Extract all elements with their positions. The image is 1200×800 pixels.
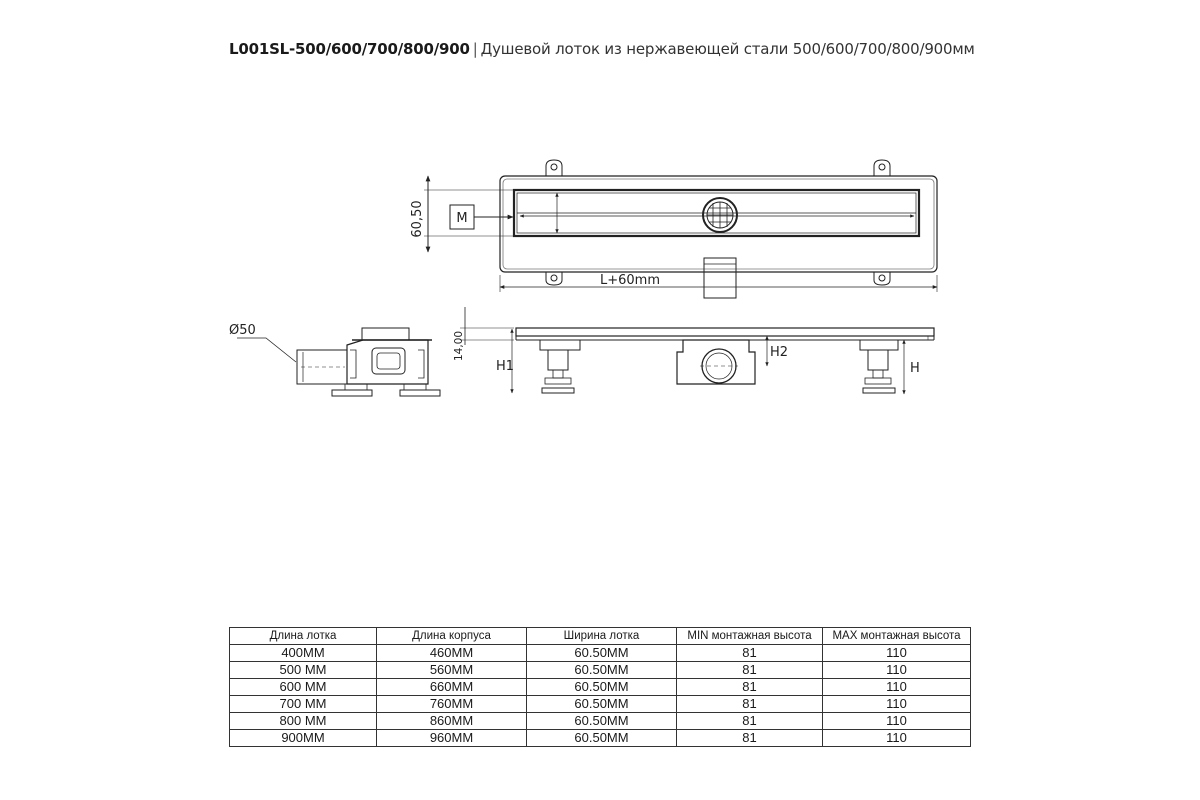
table-cell: 81 [677, 645, 823, 662]
table-cell: 110 [823, 645, 971, 662]
table-cell: 81 [677, 713, 823, 730]
title-separator: | [472, 40, 478, 58]
table-row [230, 679, 971, 696]
label-h1: H1 [496, 359, 515, 374]
table-cell: 110 [823, 713, 971, 730]
front-elevation-view [512, 328, 934, 394]
table-cell: 400MM [230, 645, 377, 662]
table-cell: 110 [823, 696, 971, 713]
dim-width-label: 60,50 [410, 200, 425, 238]
column-header: MAX монтажная высота [823, 628, 971, 645]
dim-diameter-label: Ø50 [229, 323, 256, 338]
dim-14-label: 14,00 [453, 330, 465, 362]
table-cell: 500 MM [230, 662, 377, 679]
product-description: Душевой лоток из нержавеющей стали 500/600/700/800/900мм [480, 40, 975, 58]
table-row [230, 730, 971, 747]
table-cell: 60.50MM [527, 696, 677, 713]
table-cell: 81 [677, 696, 823, 713]
column-header: Длина корпуса [377, 628, 527, 645]
table-cell: 900MM [230, 730, 377, 747]
table-cell: 760MM [377, 696, 527, 713]
table-row [230, 645, 971, 662]
table-cell: 800 MM [230, 713, 377, 730]
table-cell: 81 [677, 679, 823, 696]
table-cell: 600 MM [230, 679, 377, 696]
table-cell: 660MM [377, 679, 527, 696]
label-h: H [910, 361, 920, 376]
table-cell: 60.50MM [527, 645, 677, 662]
table-cell: 60.50MM [527, 679, 677, 696]
table-cell: 60.50MM [527, 662, 677, 679]
table-cell: 60.50MM [527, 713, 677, 730]
table-row [230, 713, 971, 730]
label-h2: H2 [770, 345, 789, 360]
table-cell: 110 [823, 679, 971, 696]
label-m: M [456, 211, 468, 226]
top-view [424, 160, 937, 298]
column-header: MIN монтажная высота [677, 628, 823, 645]
table-row [230, 696, 971, 713]
dim-length-label: L+60mm [599, 273, 661, 288]
table-cell: 960MM [377, 730, 527, 747]
side-section-view [237, 307, 514, 396]
column-header: Длина лотка [230, 628, 377, 645]
table-row [230, 662, 971, 679]
spec-table [229, 627, 971, 747]
table-cell: 110 [823, 662, 971, 679]
column-header: Ширина лотка [527, 628, 677, 645]
product-code: L001SL-500/600/700/800/900 [229, 40, 470, 58]
table-cell: 460MM [377, 645, 527, 662]
table-cell: 81 [677, 730, 823, 747]
table-cell: 860MM [377, 713, 527, 730]
table-cell: 110 [823, 730, 971, 747]
table-cell: 60.50MM [527, 730, 677, 747]
table-header-row [230, 628, 971, 645]
table-cell: 560MM [377, 662, 527, 679]
table-cell: 700 MM [230, 696, 377, 713]
table-cell: 81 [677, 662, 823, 679]
